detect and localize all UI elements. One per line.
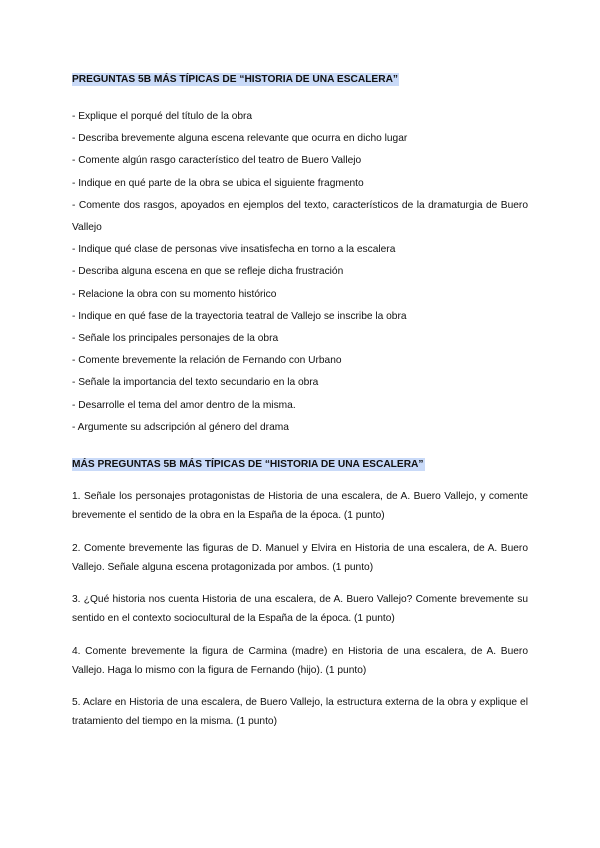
list-item: - Explique el porqué del título de la obra bbox=[72, 111, 253, 122]
section-heading-preguntas bbox=[72, 73, 399, 87]
list-item: - Argumente su adscripción al género del drama bbox=[72, 421, 289, 433]
list-item: - Comente algún rasgo característico del teatro de Buero Vallejo bbox=[72, 155, 362, 167]
heading-text: PREGUNTAS 5B MÁS TÍPICAS DE “HISTORIA DE UNA ESCALERA” bbox=[72, 74, 399, 85]
list-item: - Desarrolle el tema del amor dentro de la misma. bbox=[72, 399, 296, 411]
list-item: - Señale los principales personajes de la obra bbox=[72, 333, 279, 345]
section-heading-mas-preguntas bbox=[72, 458, 425, 472]
numbered-question: 1. Señale los personajes protagonistas de Historia de una escalera, de A. Buero Vallejo, y comente brevemente el sentido de la obra en la España de la época. (1 punto) bbox=[72, 491, 528, 521]
list-item: - Comente brevemente la relación de Fernando con Urbano bbox=[72, 355, 342, 367]
question-list bbox=[72, 106, 528, 439]
numbered-question: 4. Comente brevemente la figura de Carmina (madre) en Historia de una escalera, de A. Buero Vallejo. Haga lo mismo con la figura de Fernando (hijo). (1 punto) bbox=[72, 645, 528, 676]
numbered-question: 2. Comente brevemente las figuras de D. Manuel y Elvira en Historia de una escalera, de A. Buero Vallejo. Señale alguna escena protagonizada por ambos. (1 punto) bbox=[72, 542, 528, 573]
list-item: - Relacione la obra con su momento histórico bbox=[72, 288, 277, 300]
list-item: - Señale la importancia del texto secundario en la obra bbox=[72, 377, 319, 389]
list-item: - Describa alguna escena en que se refleje dicha frustración bbox=[72, 266, 344, 278]
numbered-question-list bbox=[72, 487, 528, 745]
numbered-question: 3. ¿Qué historia nos cuenta Historia de una escalera, de A. Buero Vallejo? Comente brevemente su sentido en el contexto sociocultural de la España de la época. (1 punto) bbox=[72, 594, 528, 624]
numbered-question: 5. Aclare en Historia de una escalera, de Buero Vallejo, la estructura externa de la obra y explique el tratamiento del tiempo en la misma. (1 punto) bbox=[72, 697, 528, 727]
list-item: - Indique en qué fase de la trayectoria teatral de Vallejo se inscribe la obra bbox=[72, 310, 407, 322]
list-item: - Indique qué clase de personas vive insatisfecha en torno a la escalera bbox=[72, 244, 396, 256]
list-item: - Indique en qué parte de la obra se ubica el siguiente fragmento bbox=[72, 177, 364, 189]
list-item: - Describa brevemente alguna escena relevante que ocurra en dicho lugar bbox=[72, 133, 408, 145]
heading-text: MÁS PREGUNTAS 5B MÁS TÍPICAS DE “HISTORIA DE UNA ESCALERA” bbox=[72, 459, 424, 470]
list-item: - Comente dos rasgos, apoyados en ejemplos del texto, característicos de la dramaturgia de Buero Vallejo bbox=[72, 199, 528, 234]
